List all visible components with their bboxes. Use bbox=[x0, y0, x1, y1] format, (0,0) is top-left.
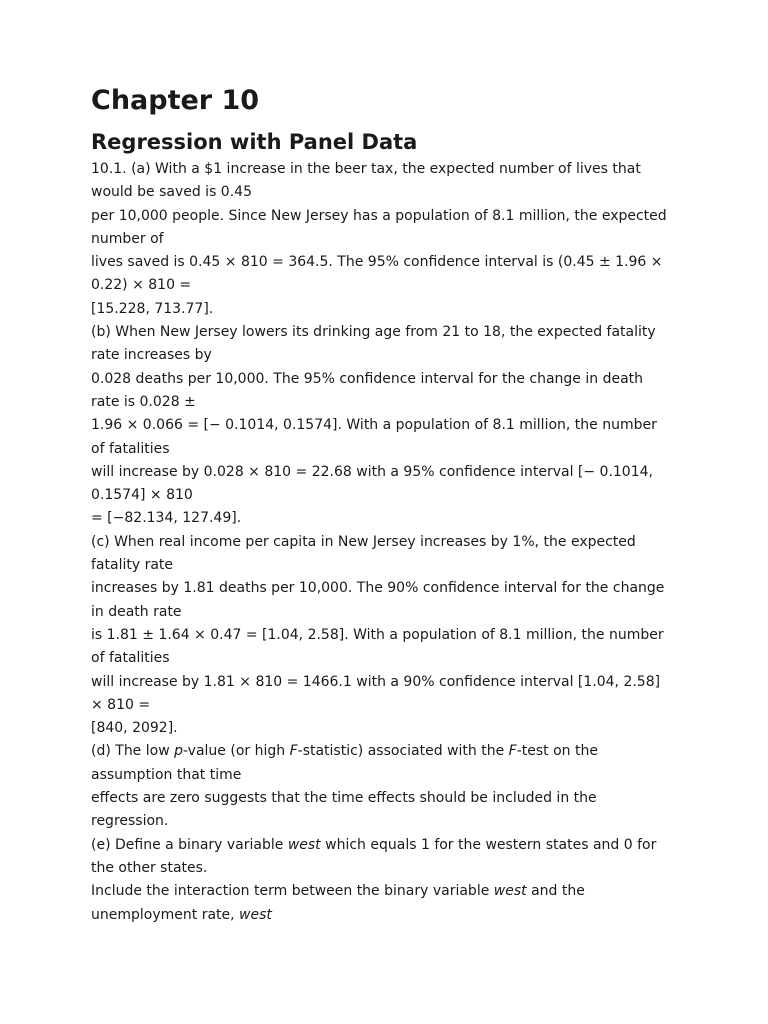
text-line bbox=[91, 205, 691, 228]
italic-term: west bbox=[239, 906, 272, 923]
text-run: rate increases by bbox=[91, 347, 212, 364]
text-run: 0.028 deaths per 10,000. The 95% confidence interval for the change in death bbox=[91, 370, 644, 387]
text-line bbox=[91, 601, 691, 624]
text-line bbox=[91, 181, 691, 204]
text-line bbox=[91, 507, 691, 530]
text-run: 0.1574] × 810 bbox=[91, 487, 193, 504]
text-run: (b) When New Jersey lowers its drinking age from 21 to 18, the expected fatality bbox=[91, 324, 656, 341]
text-line bbox=[91, 414, 691, 437]
text-run: lives saved is 0.45 × 810 = 364.5. The 95% confidence interval is (0.45 ± 1.96 × bbox=[91, 254, 663, 271]
text-line bbox=[91, 624, 691, 647]
text-line bbox=[91, 484, 691, 507]
text-line bbox=[91, 647, 691, 670]
text-run: regression. bbox=[91, 813, 169, 830]
text-run: per 10,000 people. Since New Jersey has a population of 8.1 million, the expected bbox=[91, 207, 667, 224]
text-run: (e) Define a binary variable bbox=[91, 836, 288, 853]
text-line bbox=[91, 880, 691, 903]
text-line bbox=[91, 251, 691, 274]
text-line bbox=[91, 787, 691, 810]
text-run: 1.96 × 0.066 = [− 0.1014, 0.1574]. With a population of 8.1 million, the number bbox=[91, 417, 657, 434]
text-run: of fatalities bbox=[91, 440, 170, 457]
text-run: rate is 0.028 ± bbox=[91, 393, 196, 410]
text-run: of fatalities bbox=[91, 650, 170, 667]
italic-term: west bbox=[287, 836, 321, 853]
text-line bbox=[91, 298, 691, 321]
text-run: and the bbox=[526, 883, 585, 900]
text-run: (c) When real income per capita in New Jersey increases by 1%, the expected bbox=[91, 533, 636, 550]
text-line bbox=[91, 857, 691, 880]
text-line bbox=[91, 671, 691, 694]
text-run: (d) The low bbox=[91, 743, 175, 760]
text-line bbox=[91, 717, 691, 740]
text-run: × 810 = bbox=[91, 696, 151, 713]
text-run: = [−82.134, 127.49]. bbox=[91, 510, 242, 527]
text-run: Include the interaction term between the binary variable bbox=[91, 883, 494, 900]
italic-term: F bbox=[289, 743, 298, 760]
text-line bbox=[91, 531, 691, 554]
text-line bbox=[91, 694, 691, 717]
text-run: assumption that time bbox=[91, 766, 242, 783]
italic-term: west bbox=[493, 883, 527, 900]
text-line bbox=[91, 554, 691, 577]
text-line bbox=[91, 158, 691, 181]
text-run: 10.1. (a) With a $1 increase in the beer tax, the expected number of lives that bbox=[91, 161, 641, 177]
chapter-title: Chapter 10 bbox=[91, 85, 260, 116]
text-line bbox=[91, 764, 691, 787]
text-run: number of bbox=[91, 230, 164, 247]
text-line bbox=[91, 904, 691, 927]
text-run: -test on the bbox=[516, 743, 598, 760]
text-run: -statistic) associated with the bbox=[297, 743, 509, 760]
text-run: 0.22) × 810 = bbox=[91, 277, 192, 294]
text-run: will increase by 0.028 × 810 = 22.68 with a 95% confidence interval [− 0.1014, bbox=[91, 463, 653, 480]
text-run: -value (or high bbox=[183, 743, 290, 760]
italic-term: p bbox=[174, 743, 183, 760]
text-run: which equals 1 for the western states and 0 for bbox=[320, 836, 657, 853]
text-run: the other states. bbox=[91, 859, 208, 876]
text-line bbox=[91, 228, 691, 251]
text-line bbox=[91, 834, 691, 857]
text-line bbox=[91, 810, 691, 833]
text-line bbox=[91, 321, 691, 344]
text-line bbox=[91, 438, 691, 461]
text-run: will increase by 1.81 × 810 = 1466.1 with a 90% confidence interval [1.04, 2.58] bbox=[91, 673, 661, 690]
text-line bbox=[91, 461, 691, 484]
text-run: fatality rate bbox=[91, 557, 174, 574]
text-line bbox=[91, 274, 691, 297]
text-run: [840, 2092]. bbox=[91, 720, 178, 737]
text-line bbox=[91, 391, 691, 414]
section-title: Regression with Panel Data bbox=[91, 130, 418, 154]
text-run: unemployment rate, bbox=[91, 906, 240, 923]
text-run: increases by 1.81 deaths per 10,000. The 90% confidence interval for the change bbox=[91, 580, 665, 597]
text-run: effects are zero suggests that the time effects should be included in the bbox=[91, 790, 597, 807]
italic-term: F bbox=[508, 743, 517, 760]
text-run: would be saved is 0.45 bbox=[91, 184, 252, 201]
body-text bbox=[91, 158, 691, 927]
text-run: [15.228, 713.77]. bbox=[91, 300, 214, 317]
text-run: is 1.81 ± 1.64 × 0.47 = [1.04, 2.58]. With a population of 8.1 million, the number bbox=[91, 626, 664, 643]
text-run: in death rate bbox=[91, 603, 182, 620]
text-line bbox=[91, 577, 691, 600]
text-line bbox=[91, 344, 691, 367]
text-line bbox=[91, 368, 691, 391]
text-line bbox=[91, 740, 691, 763]
